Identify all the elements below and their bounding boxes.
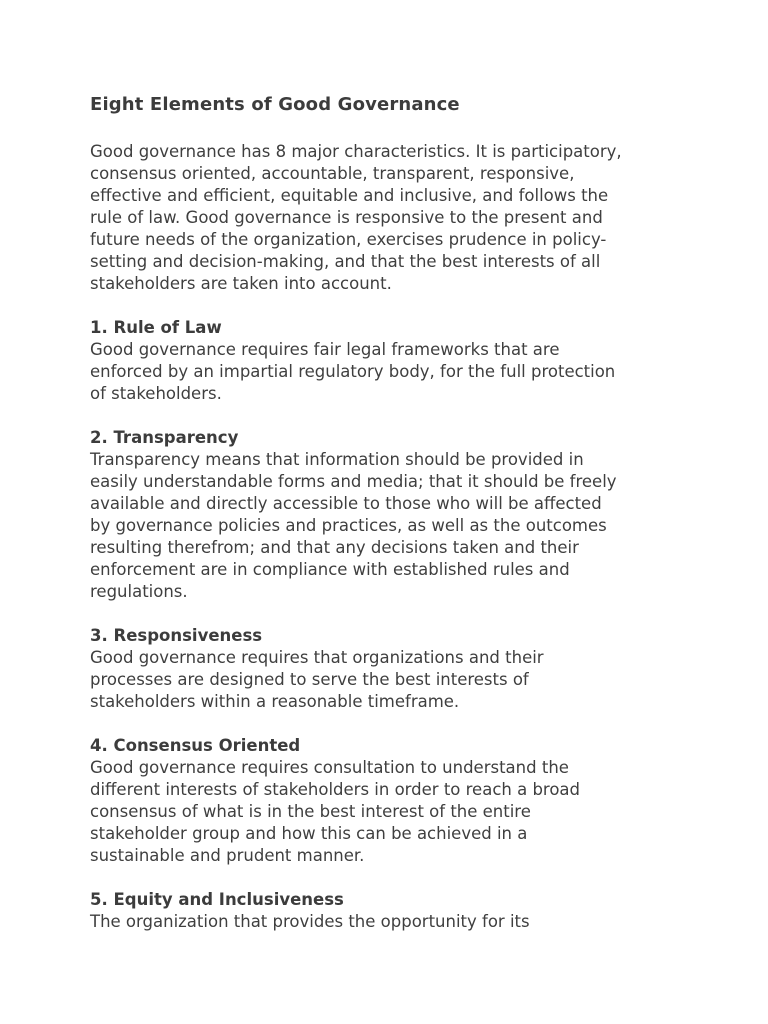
section-body: Good governance requires consultation to understand the different interests of stakeholders in order to reach a broad consensus of what is in the best interest of the entire stakeholder group and how this can be achieved in a sustainable and prudent manner. [90,758,581,865]
section-body: Good governance requires fair legal frameworks that are enforced by an impartial regulatory body, for the full protection of stakeholders. [90,340,616,403]
section-heading: 4. Consensus Oriented [90,736,301,755]
section-heading: 2. Transparency [90,428,239,447]
section-equity-inclusiveness [90,889,708,933]
document-title: Eight Elements of Good Governance [90,94,460,115]
section-heading: 5. Equity and Inclusiveness [90,890,344,909]
section-rule-of-law [90,317,708,405]
section-body: The organization that provides the opportunity for its [90,912,530,931]
section-heading: 1. Rule of Law [90,318,222,337]
section-responsiveness [90,625,708,713]
section-consensus-oriented [90,735,708,867]
section-body: Good governance requires that organizations and their processes are designed to serve the best interests of stakeholders within a reasonable timeframe. [90,648,544,711]
section-body: Transparency means that information should be provided in easily understandable forms and media; that it should be freely available and directly accessible to those who will be affected by governance policies and practices, as well as the outcomes resulting therefrom; and that any decisions taken and their enforcement are in compliance with established rules and regulations. [90,450,617,601]
intro-paragraph: Good governance has 8 major characteristics. It is participatory, consensus oriented, accountable, transparent, responsive, effective and efficient, equitable and inclusive, and follows the rule of law. Good governance is responsive to the present and future needs of the organization, exercises prudence in policy- setting and decision-making, and that the best interests of all stakeholders are taken into account. [90,142,622,293]
section-heading: 3. Responsiveness [90,626,263,645]
section-transparency [90,427,708,603]
